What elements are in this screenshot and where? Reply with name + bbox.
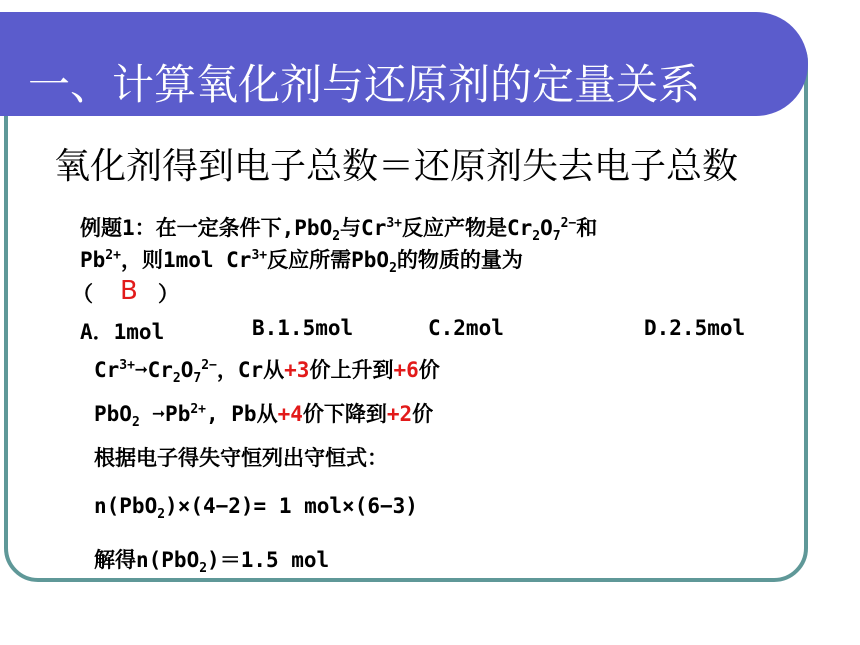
solution-line-3: 根据电子得失守恒列出守恒式： — [94, 446, 388, 470]
text: O — [180, 358, 194, 382]
superscript: 2+ — [190, 402, 206, 417]
superscript: 2− — [201, 358, 217, 373]
text: ➞Cr — [134, 358, 173, 382]
subscript: 2 — [532, 229, 541, 245]
text: ➞Pb — [139, 402, 191, 426]
subscript: 2 — [199, 561, 208, 577]
problem-line-2 — [80, 244, 523, 276]
title-bar — [0, 12, 808, 116]
option-d: D.2.5mol — [644, 316, 746, 340]
option-b: B.1.5mol — [252, 316, 354, 340]
text: n(PbO — [94, 494, 158, 518]
text: 反应所需PbO — [267, 248, 390, 272]
solution-line-5 — [94, 544, 329, 576]
principle-statement: 氧化剂得到电子总数＝还原剂失去电子总数 — [54, 146, 739, 187]
solution-line-2 — [94, 398, 433, 430]
text: 反应产物是Cr — [402, 216, 533, 240]
solution-line-4 — [94, 494, 418, 522]
subscript: 2 — [131, 415, 140, 431]
answer-paren-open: （ — [72, 282, 93, 306]
text: 和 — [576, 216, 598, 240]
highlight: +6 — [393, 358, 419, 382]
text: PbO — [94, 402, 132, 426]
subscript: 7 — [193, 371, 202, 387]
text: Pb — [80, 248, 106, 272]
subscript: 2 — [389, 261, 397, 277]
answer-value: B — [120, 276, 138, 306]
text: , Pb从 — [206, 402, 278, 426]
superscript: 3+ — [119, 358, 135, 373]
text: 例题1：在一定条件下,PbO — [80, 216, 333, 240]
superscript: 2+ — [105, 248, 121, 263]
text: 价 — [418, 358, 440, 382]
solution-line-1 — [94, 354, 440, 386]
option-a: A．1mol — [80, 320, 165, 344]
text: O — [540, 216, 553, 240]
text: 价下降到 — [302, 402, 387, 426]
text: 与Cr — [340, 216, 387, 240]
subscript: 2 — [157, 507, 166, 523]
subscript: 2 — [172, 371, 181, 387]
text: )×(4−2)= 1 mol×(6−3) — [165, 494, 418, 518]
text: 解得n(PbO — [94, 548, 200, 572]
highlight: +3 — [284, 358, 310, 382]
problem-line-1 — [80, 212, 597, 244]
text: ，Cr从 — [216, 358, 285, 382]
text: 价上升到 — [309, 358, 394, 382]
text: )＝1.5 mol — [207, 548, 330, 572]
highlight: +2 — [386, 402, 413, 426]
text: 价 — [412, 402, 434, 426]
highlight: +4 — [277, 402, 303, 426]
superscript: 3+ — [386, 216, 402, 231]
superscript: 3+ — [251, 248, 268, 263]
text: 的物质的量为 — [396, 248, 523, 272]
text: Cr — [94, 358, 120, 382]
answer-paren-close: ） — [158, 282, 179, 306]
subscript: 7 — [552, 229, 561, 245]
superscript: 2− — [560, 216, 577, 231]
option-c: C.2mol — [428, 316, 504, 340]
text: ，则1mol Cr — [120, 248, 252, 272]
subscript: 2 — [332, 229, 341, 245]
slide-title: 一、计算氧化剂与还原剂的定量关系 — [28, 60, 701, 109]
